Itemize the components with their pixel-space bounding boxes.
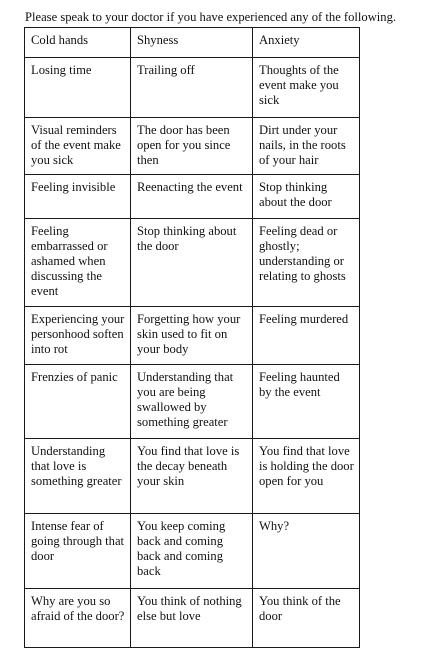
table-cell: Forgetting how your skin used to fit on your body [131,307,253,365]
table-cell: You keep coming back and coming back and coming back [131,514,253,589]
symptom-table [24,27,360,648]
table-cell: Anxiety [253,28,360,58]
table-cell: Feeling embarrassed or ashamed when discussing the event [25,219,131,307]
table-cell: Dirt under your nails, in the roots of your hair [253,118,360,175]
table-row [25,118,360,175]
table-cell: You think of nothing else but love [131,589,253,648]
table-cell: Feeling invisible [25,175,131,219]
table-row [25,365,360,439]
table-row [25,219,360,307]
table-cell: Losing time [25,58,131,118]
table-row [25,28,360,58]
table-cell: Understanding that you are being swallowed by something greater [131,365,253,439]
table-cell: Experiencing your personhood soften into rot [25,307,131,365]
table-row [25,589,360,648]
table-cell: Shyness [131,28,253,58]
table-cell: You think of the door [253,589,360,648]
table-row [25,175,360,219]
table-cell: Why are you so afraid of the door? [25,589,131,648]
table-cell: You find that love is holding the door open for you [253,439,360,514]
table-cell: Trailing off [131,58,253,118]
table-row [25,307,360,365]
table-cell: Cold hands [25,28,131,58]
intro-text: Please speak to your doctor if you have experienced any of the following. [25,10,397,24]
table-row [25,58,360,118]
table-cell: Frenzies of panic [25,365,131,439]
table-cell: Feeling haunted by the event [253,365,360,439]
table-cell: Intense fear of going through that door [25,514,131,589]
table-row [25,439,360,514]
table-cell: Why? [253,514,360,589]
table-cell: Stop thinking about the door [253,175,360,219]
table-cell: Feeling dead or ghostly; understanding or relating to ghosts [253,219,360,307]
table-cell: You find that love is the decay beneath your skin [131,439,253,514]
table-cell: The door has been open for you since then [131,118,253,175]
table-cell: Stop thinking about the door [131,219,253,307]
table-cell: Visual reminders of the event make you sick [25,118,131,175]
table-cell: Feeling murdered [253,307,360,365]
table-cell: Understanding that love is something greater [25,439,131,514]
table-cell: Reenacting the event [131,175,253,219]
table-row [25,514,360,589]
table-cell: Thoughts of the event make you sick [253,58,360,118]
